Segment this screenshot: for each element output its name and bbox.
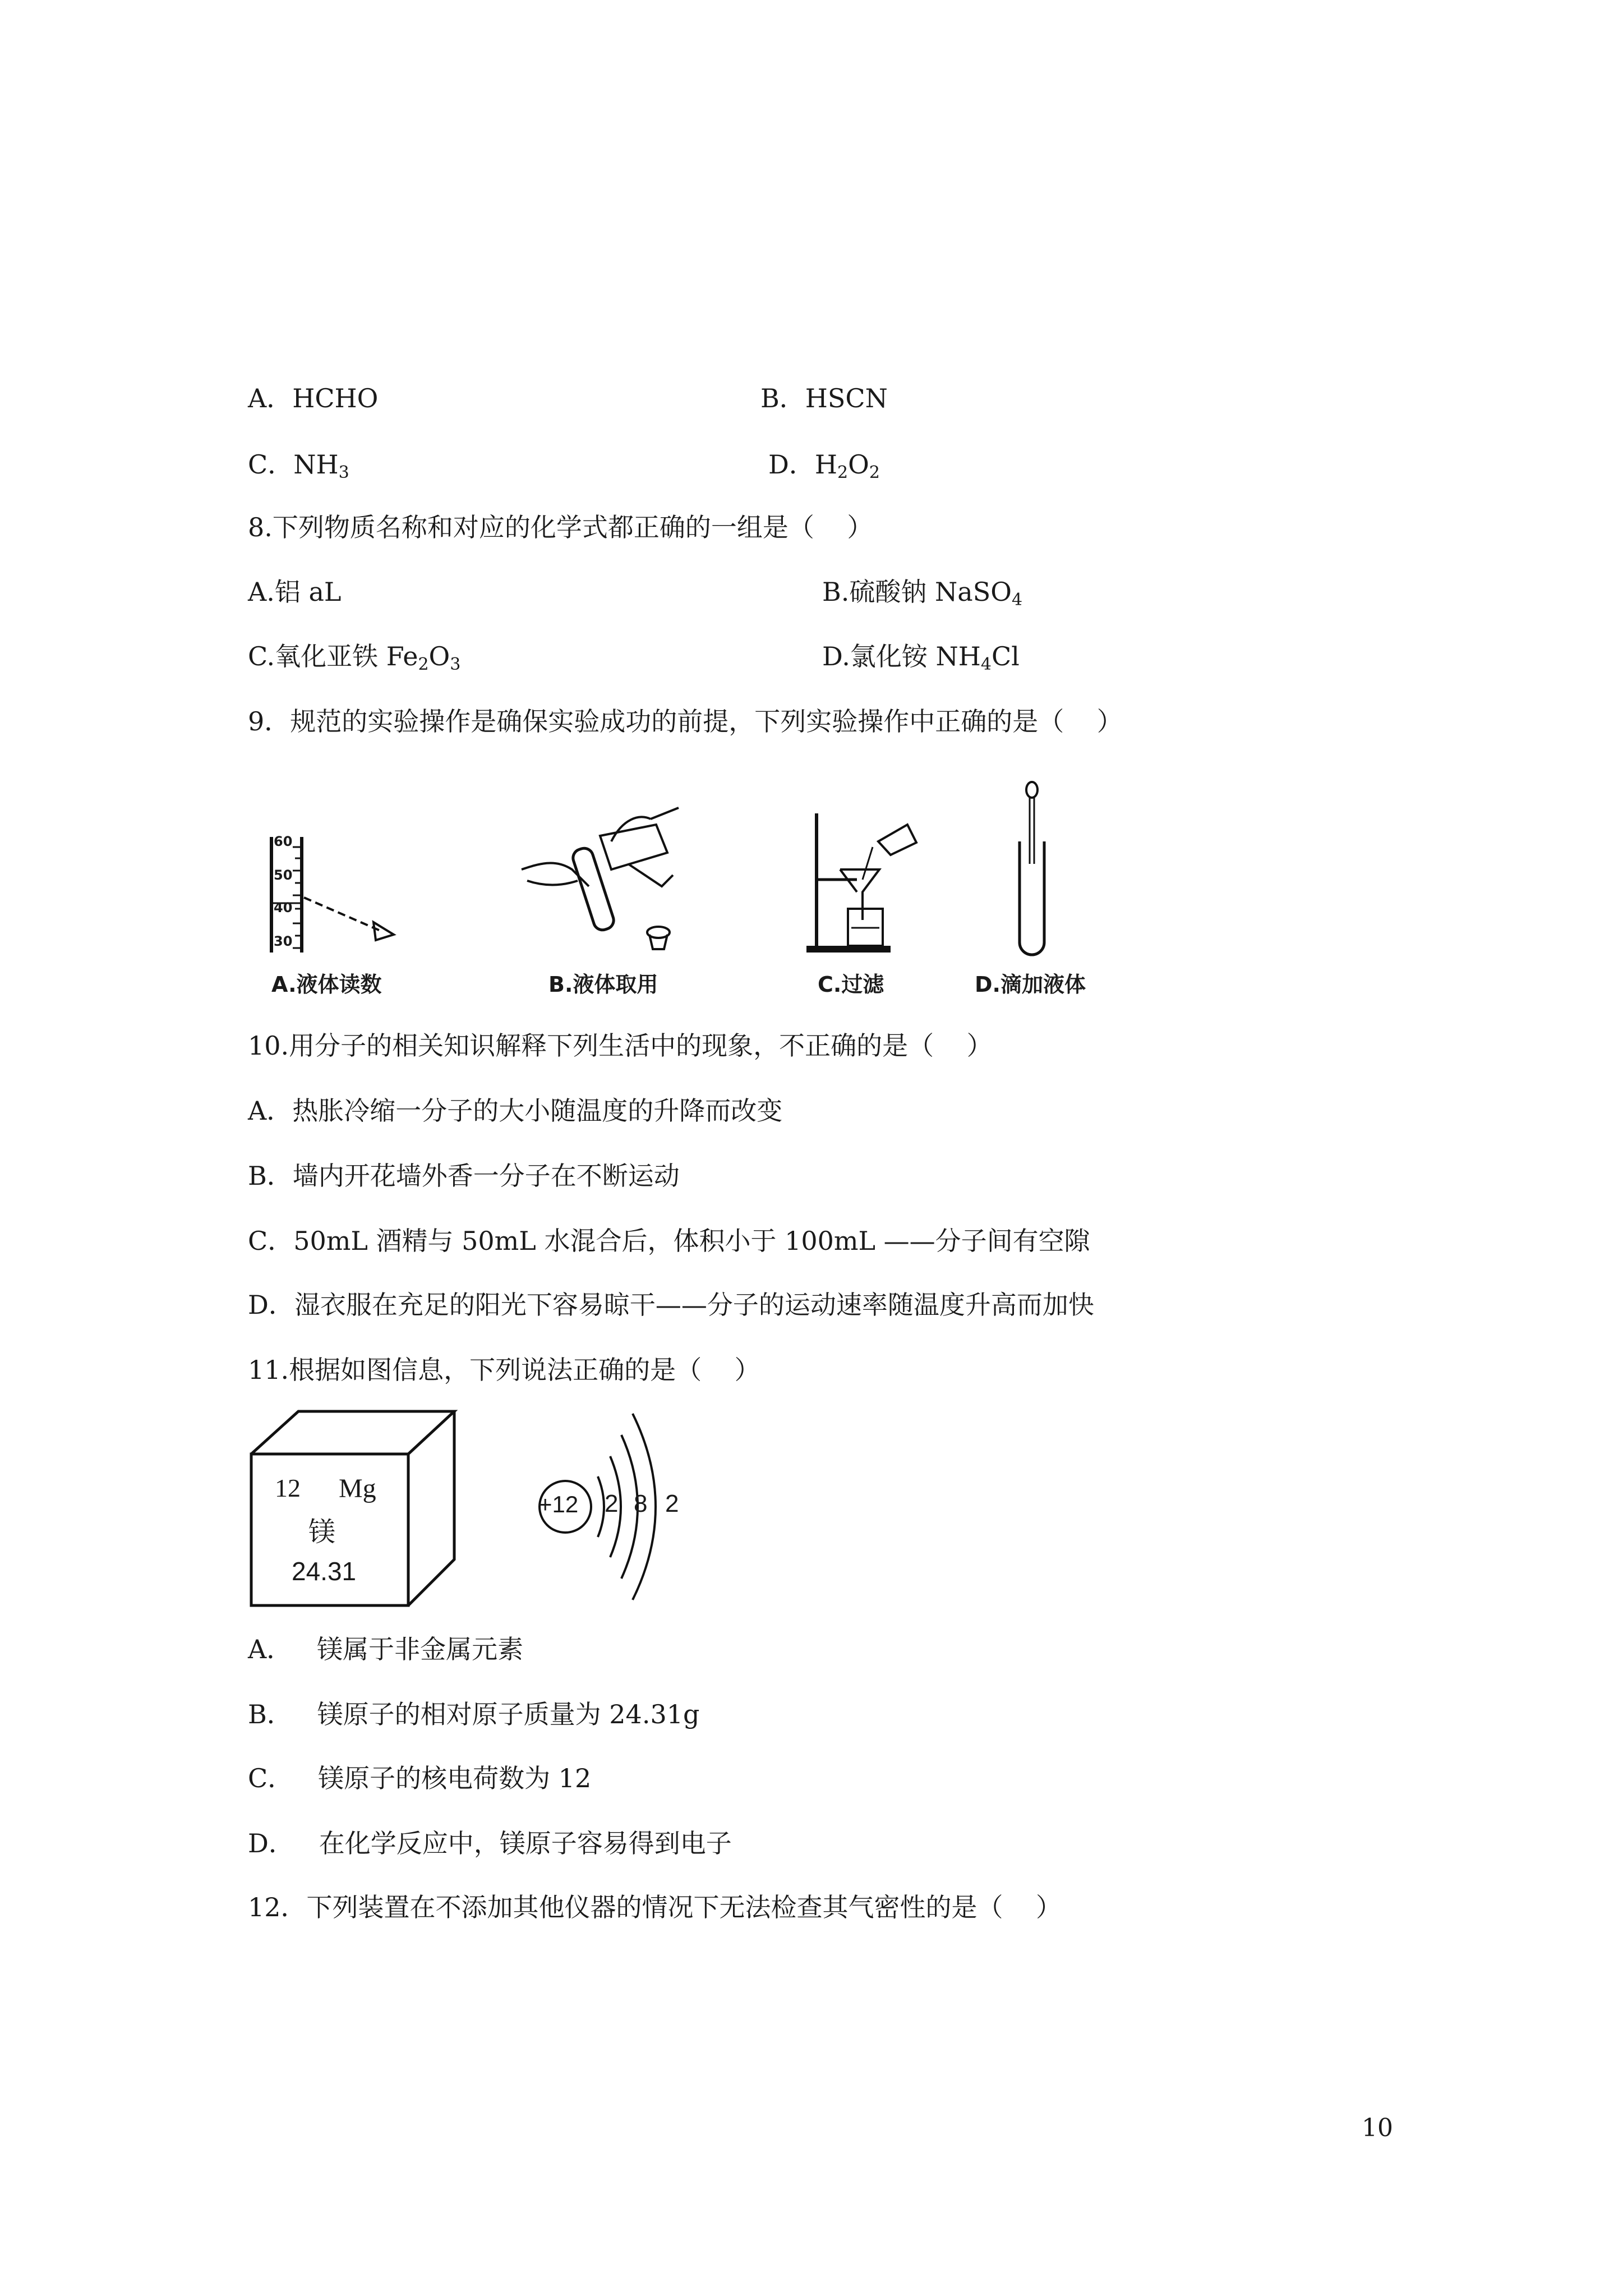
q11-option-c: C． 镁原子的核电荷数为 12 [248,1763,592,1793]
nucleus-charge: +12 [538,1491,579,1517]
q7-option-d-mid: O [848,449,869,480]
cylinder-tick-40: 40 [274,900,293,915]
q7-option-a: A．HCHO [248,383,379,413]
fig-b-caption: B.液体取用 [548,972,658,997]
q8-stem: 8.下列物质名称和对应的化学式都正确的一组是（ ） [248,512,873,542]
fig-d-caption: D.滴加液体 [975,972,1086,997]
element-atomic-number: 12 [275,1474,301,1502]
q8-option-c-pre: C.氧化亚铁 Fe [248,641,418,671]
q7-option-d-sub2: 2 [869,463,880,482]
q7-option-d-pre: D．H [768,449,837,480]
q8-option-c [248,639,460,673]
element-atomic-mass: 24.31 [292,1557,357,1586]
q7-option-c-sub: 3 [338,463,349,482]
q7-option-d [768,448,880,481]
element-name: 镁 [308,1516,336,1548]
q10-stem: 10.用分子的相关知识解释下列生活中的现象，不正确的是（ ） [248,1030,993,1061]
q7-option-d-sub1: 2 [837,463,849,482]
q8-option-c-sub2: 3 [450,655,461,674]
page-number: 10 [1362,2114,1393,2142]
q7-option-c [248,448,349,481]
q8-option-a: A.铝 aL [248,577,342,607]
q7-option-c-text: C．NH [248,449,339,480]
q8-option-d-post: Cl [991,641,1020,671]
cylinder-tick-50: 50 [274,867,293,883]
fig-a-caption: A.液体读数 [271,972,382,997]
q9-stem: 9．规范的实验操作是确保实验成功的前提，下列实验操作中正确的是（ ） [248,706,1123,737]
fig-c-caption: C.过滤 [818,972,884,997]
q10-option-a: A．热胀冷缩一分子的大小随温度的升降而改变 [248,1096,783,1126]
shell-2-electrons: 8 [634,1490,648,1517]
q8-option-d-pre: D.氯化铵 NH [822,641,981,671]
q10-option-d: D．湿衣服在充足的阳光下容易晾干——分子的运动速率随温度升高而加快 [248,1290,1094,1320]
q11-option-b: B． 镁原子的相对原子质量为 24.31g [248,1699,700,1729]
shell-3-electrons: 2 [665,1490,679,1517]
shell-1-electrons: 2 [605,1490,619,1517]
q8-option-b-sub: 4 [1011,590,1023,610]
q11-stem: 11.根据如图信息，下列说法正确的是（ ） [248,1355,760,1385]
q8-option-b [822,575,1022,609]
q8-option-c-sub1: 2 [418,655,429,674]
filtration-setup-icon [806,808,941,959]
q8-option-d [822,639,1020,673]
q8-option-b-pre: B.硫酸钠 NaSO [822,577,1012,607]
q8-option-c-mid: O [428,641,450,671]
pouring-liquid-icon [516,802,695,959]
q7-option-b: B．HSCN [760,383,888,413]
q12-stem: 12．下列装置在不添加其他仪器的情况下无法检查其气密性的是（ ） [248,1892,1062,1922]
q11-option-a: A． 镁属于非金属元素 [248,1634,524,1664]
q10-option-b: B．墙内开花墙外香一分子在不断运动 [248,1161,680,1191]
dropper-test-tube-icon [998,780,1066,959]
q10-option-c: C．50mL 酒精与 50mL 水混合后，体积小于 100mL ——分子间有空隙 [248,1226,1090,1256]
q11-option-d: D． 在化学反应中，镁原子容易得到电子 [248,1828,732,1858]
element-symbol: Mg [339,1474,376,1503]
q8-option-d-sub: 4 [980,655,992,674]
cylinder-tick-30: 30 [274,933,293,949]
cylinder-tick-60: 60 [274,834,293,849]
